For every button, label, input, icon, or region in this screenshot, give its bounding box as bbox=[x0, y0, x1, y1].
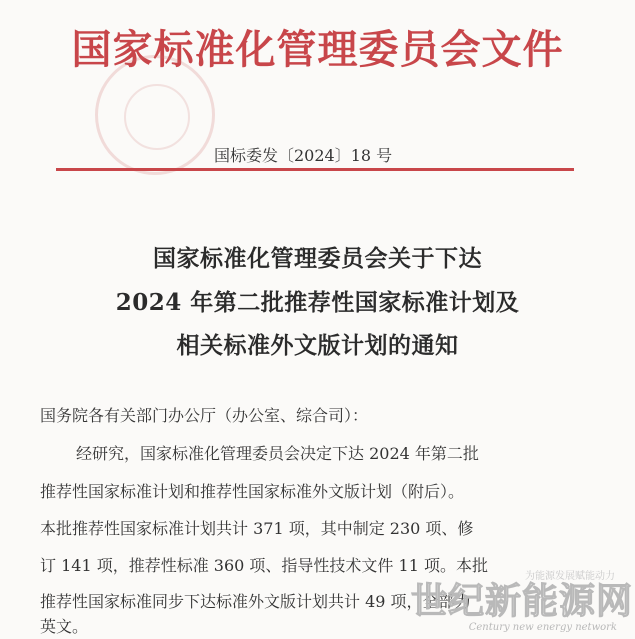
notice-title-line-1: 国家标准化管理委员会关于下达 bbox=[153, 245, 482, 272]
body-line: 经研究，国家标准化管理委员会决定下达 2024 年第二批 bbox=[76, 444, 479, 463]
notice-title-line-2: 2024 年第二批推荐性国家标准计划及 bbox=[115, 289, 520, 316]
header-red-rule bbox=[56, 168, 574, 171]
watermark-logo-text: 世纪新能源网 bbox=[410, 581, 633, 622]
notice-title-line-3: 相关标准外文版计划的通知 bbox=[176, 332, 459, 359]
document-header-title: 国家标准化管理委员会文件 bbox=[71, 27, 564, 73]
watermark-tagline: 为能源发展赋能动力 bbox=[525, 571, 615, 582]
watermark-english-name: Century new energy network bbox=[468, 622, 617, 633]
official-seal bbox=[95, 55, 215, 175]
document-number: 国标委发〔2024〕18 号 bbox=[214, 146, 393, 165]
addressee-line: 国务院各有关部门办公厅（办公室、综合司）： bbox=[40, 406, 369, 425]
body-line: 推荐性国家标准同步下达标准外文版计划共计 49 项，全部为 bbox=[40, 592, 471, 611]
body-line: 本批推荐性国家标准计划共计 371 项，其中制定 230 项、修 bbox=[40, 519, 474, 538]
body-line: 推荐性国家标准计划和推荐性国家标准外文版计划（附后）。 bbox=[40, 482, 465, 501]
site-watermark bbox=[383, 567, 633, 637]
body-line: 订 141 项，推荐性标准 360 项、指导性技术文件 11 项。本批 bbox=[40, 556, 488, 575]
official-seal-inner-ring bbox=[124, 84, 190, 150]
body-line: 英文。 bbox=[40, 617, 89, 636]
